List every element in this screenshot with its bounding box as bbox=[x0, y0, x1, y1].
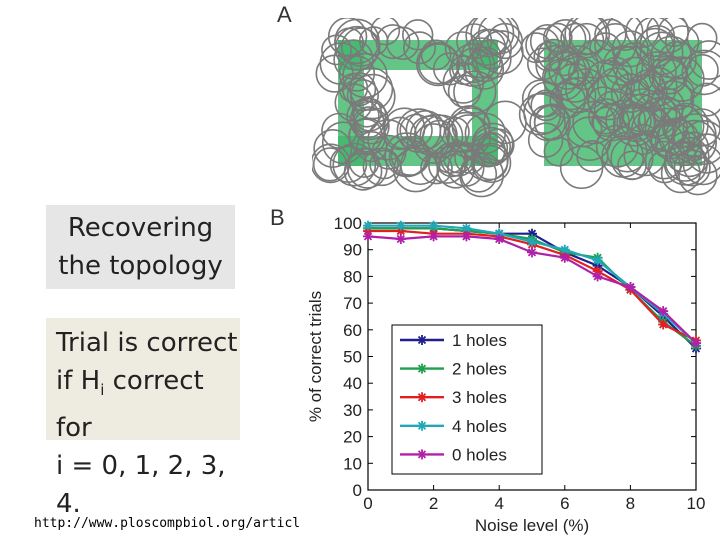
y-tick-label: 50 bbox=[343, 347, 362, 367]
x-axis-label: Noise level (%) bbox=[474, 516, 590, 535]
callout-trial-line2 bbox=[56, 362, 240, 447]
y-tick-label: 90 bbox=[343, 240, 362, 260]
panel-b-label: B bbox=[270, 205, 285, 230]
y-tick-label: 40 bbox=[343, 374, 362, 394]
legend-label: 0 holes bbox=[452, 445, 507, 465]
x-tick-label: 6 bbox=[560, 494, 570, 513]
panel-a-label: A bbox=[277, 2, 292, 27]
y-tick-label: 80 bbox=[343, 267, 362, 287]
legend bbox=[392, 325, 542, 474]
legend-label: 1 holes bbox=[452, 331, 507, 350]
callout-topology-line1: Recovering bbox=[67, 213, 214, 243]
x-tick-label: 10 bbox=[686, 494, 706, 513]
y-tick-label: 20 bbox=[343, 427, 362, 447]
y-tick-label: 10 bbox=[343, 454, 362, 474]
y-tick-label: 100 bbox=[333, 214, 362, 233]
legend-label: 4 holes bbox=[452, 416, 507, 436]
callout-trial-line2-pre: if H bbox=[56, 366, 101, 396]
legend-label: 2 holes bbox=[452, 359, 507, 379]
callout-trial-line2-sub: i bbox=[100, 381, 105, 400]
y-tick-label: 30 bbox=[343, 400, 362, 420]
trial-correct-callout bbox=[46, 318, 240, 520]
callout-topology-line2: the topology bbox=[58, 251, 223, 281]
x-tick-label: 2 bbox=[428, 494, 439, 513]
x-tick-label: 8 bbox=[625, 494, 636, 513]
legend-label: 3 holes bbox=[452, 388, 507, 408]
topology-illustration bbox=[312, 18, 720, 200]
recovering-topology-callout bbox=[46, 205, 235, 289]
callout-trial-line1: Trial is correct bbox=[56, 328, 238, 358]
correct-trials-chart bbox=[290, 205, 720, 540]
callout-trial-line2-post: correct for bbox=[56, 366, 204, 444]
y-tick-label: 60 bbox=[343, 320, 362, 340]
y-axis-label: % of correct trials bbox=[306, 290, 325, 423]
y-tick-label: 70 bbox=[343, 294, 362, 314]
y-tick-label: 0 bbox=[352, 481, 362, 500]
x-tick-label: 0 bbox=[363, 494, 373, 513]
source-url[interactable]: http://www.ploscompbiol.org/articl bbox=[34, 516, 301, 531]
x-tick-label: 4 bbox=[494, 494, 504, 513]
callout-trial-line3: i = 0, 1, 2, 3, 4. bbox=[56, 451, 226, 520]
